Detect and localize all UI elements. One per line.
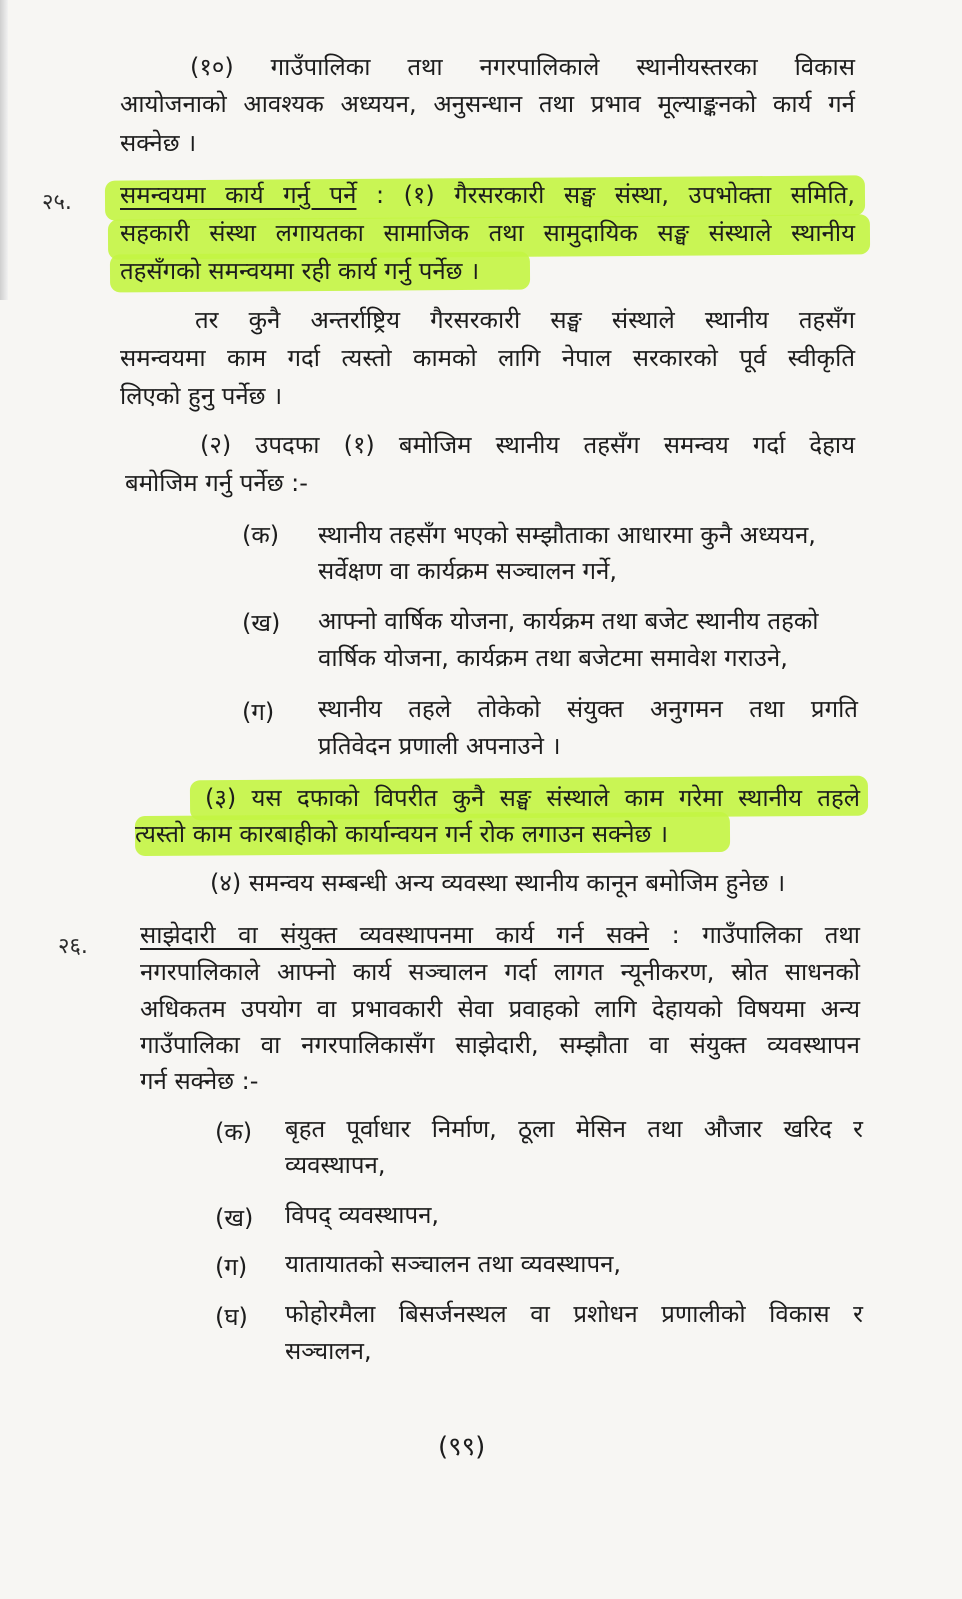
sec26-line1-rest: : गाउँपालिका तथा bbox=[648, 921, 860, 949]
sec25-item-line2: वार्षिक योजना, कार्यक्रम तथा बजेटमा समावेश गराउने, bbox=[318, 644, 788, 672]
sec25-item-line2: प्रतिवेदन प्रणाली अपनाउने । bbox=[318, 732, 561, 760]
sec26-line4: गाउँपालिका वा नगरपालिकासँग साझेदारी, सम्झौता वा संयुक्त व्यवस्थापन bbox=[140, 1031, 860, 1059]
sec25-line2: सहकारी संस्था लगायतका सामाजिक तथा सामुदायिक सङ्घ संस्थाले स्थानीय bbox=[120, 219, 855, 247]
sec10-line3: सक्नेछ । bbox=[120, 129, 197, 157]
sec25-sub2-line1: (२) उपदफा (१) बमोजिम स्थानीय तहसँग समन्वय गर्दा देहाय bbox=[200, 431, 855, 459]
sec26-item-label: (ग) bbox=[215, 1253, 248, 1281]
page-edge-shadow bbox=[0, 0, 8, 300]
sec25-sub2-line2: बमोजिम गर्नु पर्नेछ :- bbox=[125, 469, 308, 497]
sec26-item-line1: फोहोरमैला बिसर्जनस्थल वा प्रशोधन प्रणालीको विकास र bbox=[285, 1300, 863, 1328]
sec26-line3: अधिकतम उपयोग वा प्रभावकारी सेवा प्रवाहको लागि देहायको विषयमा अन्य bbox=[140, 995, 860, 1023]
sec10-line2: आयोजनाको आवश्यक अध्ययन, अनुसन्धान तथा प्रभाव मूल्याङ्कनको कार्य गर्न bbox=[120, 90, 855, 118]
sec26-item-line2: व्यवस्थापन, bbox=[285, 1151, 386, 1179]
sec25-item-line1: आफ्नो वार्षिक योजना, कार्यक्रम तथा बजेट स्थानीय तहको bbox=[318, 607, 819, 635]
sec26-item-line1: बृहत पूर्वाधार निर्माण, ठूला मेसिन तथा औजार खरिद र bbox=[285, 1115, 863, 1143]
sec25-item-line1: स्थानीय तहसँग भएको सम्झौताका आधारमा कुनै अध्ययन, bbox=[318, 521, 816, 549]
sec26-item-label: (ख) bbox=[215, 1204, 254, 1232]
sec25-heading: समन्वयमा कार्य गर्नु पर्ने bbox=[120, 181, 357, 209]
page-number: (९९) bbox=[438, 1432, 486, 1462]
sec25-sub3-line1: (३) यस दफाको विपरीत कुनै सङ्घ संस्थाले काम गरेमा स्थानीय तहले bbox=[205, 784, 860, 812]
sec26-number: २६. bbox=[58, 934, 88, 959]
sec26-item-label: (क) bbox=[215, 1118, 253, 1146]
sec25-line3: तहसँगको समन्वयमा रही कार्य गर्नु पर्नेछ । bbox=[120, 257, 480, 285]
sec26-line2: नगरपालिकाले आफ्नो कार्य सञ्चालन गर्दा लागत न्यूनीकरण, स्रोत साधनको bbox=[140, 958, 860, 986]
sec25-item-line2: सर्वेक्षण वा कार्यक्रम सञ्चालन गर्ने, bbox=[318, 557, 617, 585]
sec25-sub3-line2: त्यस्तो काम कारबाहीको कार्यान्वयन गर्न रोक लगाउन सक्नेछ । bbox=[135, 820, 669, 848]
sec25-item-line1: स्थानीय तहले तोकेको संयुक्त अनुगमन तथा प्रगति bbox=[318, 695, 858, 723]
sec25-item-label: (क) bbox=[242, 521, 280, 549]
sec26-item-line1: विपद् व्यवस्थापन, bbox=[285, 1201, 440, 1229]
sec26-item-line1: यातायातको सञ्चालन तथा व्यवस्थापन, bbox=[285, 1250, 622, 1278]
sec25-line1 bbox=[120, 180, 855, 210]
sec25-proviso-line1: तर कुनै अन्तर्राष्ट्रिय गैरसरकारी सङ्घ संस्थाले स्थानीय तहसँग bbox=[195, 306, 855, 334]
sec26-heading: साझेदारी वा संयुक्त व्यवस्थापनमा कार्य गर्न सक्ने bbox=[140, 921, 649, 949]
sec25-item-label: (ग) bbox=[242, 698, 275, 726]
sec25-line1-rest: : (१) गैरसरकारी सङ्घ संस्था, उपभोक्ता समिति, bbox=[356, 181, 855, 209]
sec25-proviso-line2: समन्वयमा काम गर्दा त्यस्तो कामको लागि नेपाल सरकारको पूर्व स्वीकृति bbox=[120, 344, 855, 372]
sec25-proviso-line3: लिएको हुनु पर्नेछ । bbox=[120, 382, 283, 410]
sec26-line1 bbox=[140, 920, 860, 950]
sec26-item-label: (घ) bbox=[215, 1303, 248, 1331]
sec25-number: २५. bbox=[42, 190, 72, 215]
sec26-item-line2: सञ्चालन, bbox=[285, 1337, 372, 1365]
sec25-sub4: (४) समन्वय सम्बन्धी अन्य व्यवस्था स्थानीय कानून बमोजिम हुनेछ । bbox=[210, 869, 786, 897]
sec25-item-label: (ख) bbox=[242, 609, 281, 637]
sec10-line1: (१०) गाउँपालिका तथा नगरपालिकाले स्थानीयस्तरका विकास bbox=[190, 53, 855, 81]
sec26-line5: गर्न सक्नेछ :- bbox=[140, 1067, 259, 1095]
